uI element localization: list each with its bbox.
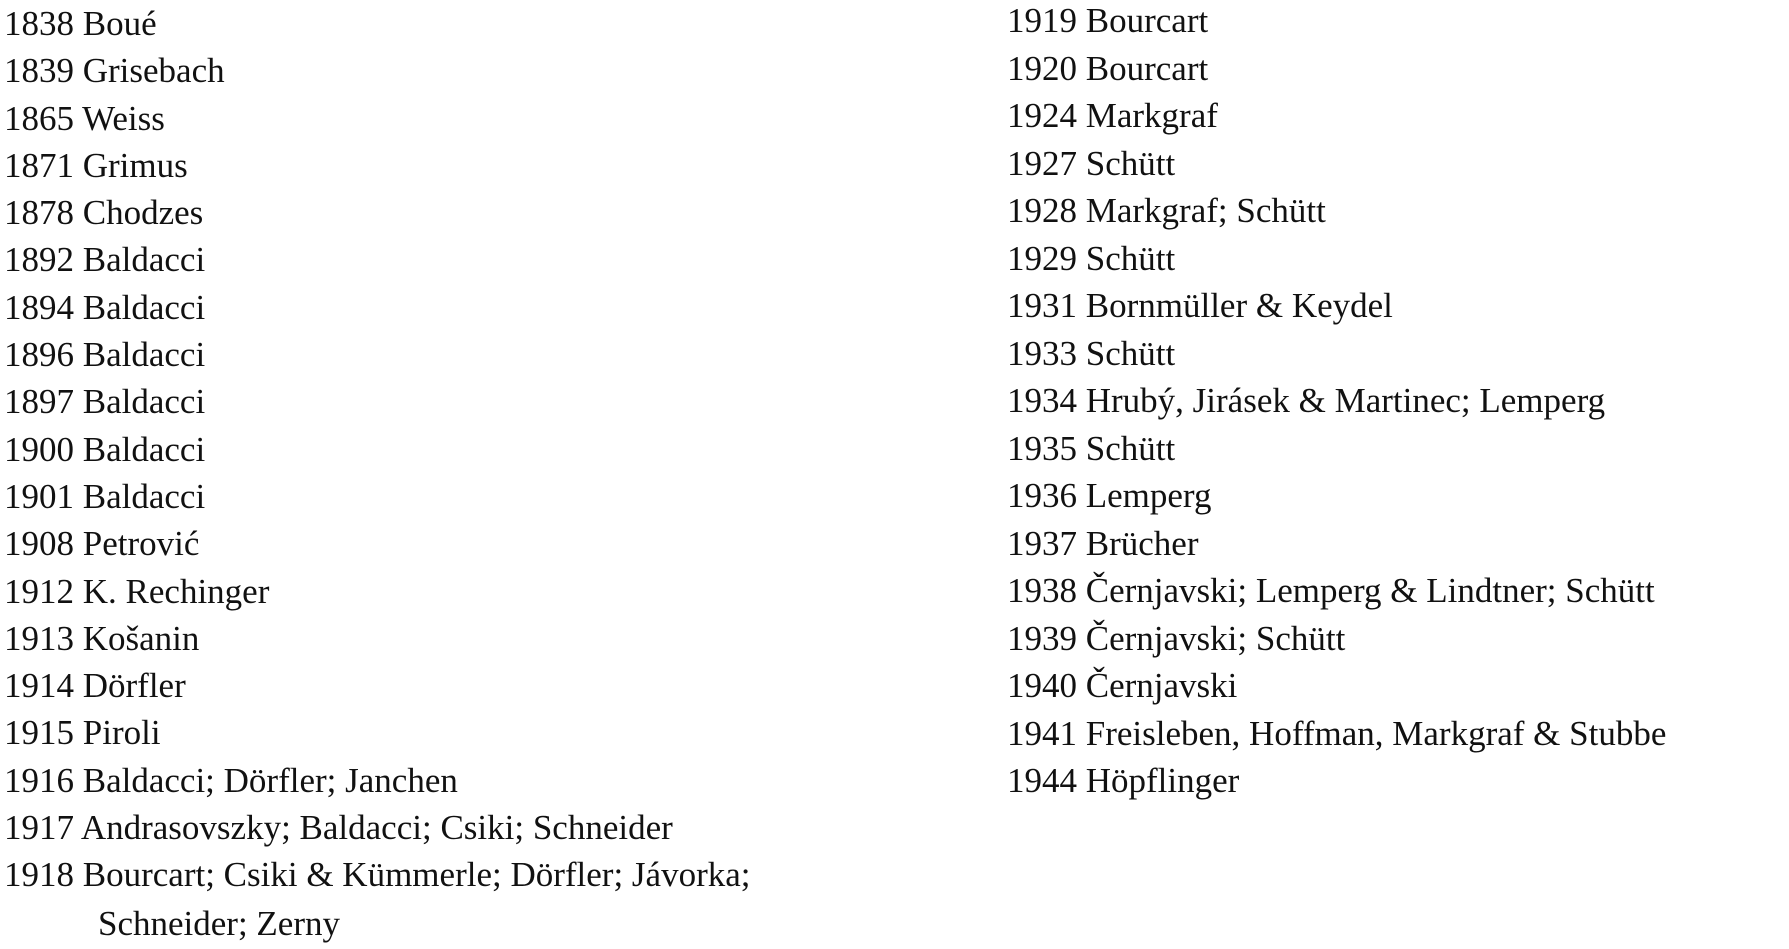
entry-year: 1901 [4,476,74,516]
list-item [1007,615,1787,663]
entry-year: 1913 [4,618,74,658]
entry-year: 1919 [1007,1,1077,40]
entry-year: 1940 [1007,666,1077,705]
list-item [1007,377,1787,425]
list-item [4,662,964,709]
entry-names: Markgraf; Schütt [1085,191,1326,230]
left-column-list [4,0,964,949]
list-item [1007,45,1787,93]
list-item [1007,92,1787,140]
entry-names: Markgraf [1085,96,1218,135]
entry-names: Schütt [1085,143,1176,183]
list-item [4,426,964,473]
entry-names: Höpflinger [1085,761,1240,800]
entry-names: Bornmüller & Keydel [1085,286,1393,325]
entry-names: Baldacci [82,287,206,327]
entry-year: 1937 [1007,523,1077,563]
entry-year: 1944 [1007,761,1077,800]
list-item [4,757,964,804]
list-item [4,709,964,756]
list-item [1007,425,1787,473]
entry-names: Košanin [82,618,200,658]
entry-names: Dörfler [82,666,186,706]
list-item [1007,282,1787,330]
entry-names: Baldacci; Dörfler; Janchen [82,760,458,800]
entry-year: 1839 [4,51,74,91]
entry-year: 1908 [4,524,74,564]
entry-year: 1938 [1007,571,1077,610]
entry-names: Černjavski [1085,666,1238,705]
entry-year: 1915 [4,713,74,753]
entry-names: Petrović [82,524,200,564]
entry-names: Černjavski; Schütt [1085,618,1346,658]
entry-names: Hrubý, Jirásek & Martinec; Lemperg [1085,381,1606,420]
entry-year: 1933 [1007,333,1077,373]
list-item [1007,140,1787,188]
entry-names: Piroli [82,713,161,753]
entry-names: Baldacci [82,429,206,469]
entry-names: Brücher [1085,523,1199,563]
entry-year: 1936 [1007,476,1077,515]
list-item [4,284,964,331]
list-item [4,189,964,236]
entry-year: 1896 [4,335,74,375]
entry-names: Schütt [1085,238,1176,278]
list-item [1007,235,1787,283]
entry-names: Černjavski; Lemperg & Lindtner; Schütt [1085,571,1655,610]
entry-year: 1878 [4,193,74,233]
entry-year: 1912 [4,571,74,611]
entry-year: 1935 [1007,428,1077,468]
list-item [1007,662,1787,710]
entry-year: 1927 [1007,143,1077,183]
list-item [4,473,964,520]
entry-names: Chodzes [82,193,204,233]
entry-year: 1894 [4,287,74,327]
list-item [4,804,964,851]
entry-year: 1928 [1007,191,1077,230]
entry-names: Grisebach [82,51,225,91]
entry-year: 1916 [4,760,74,800]
entry-year: 1917 [4,808,74,848]
entry-names: Bourcart [1085,1,1209,40]
right-column-list [1007,0,1787,805]
entry-year: 1941 [1007,713,1077,753]
entry-names: Boué [82,4,157,43]
list-item [1007,567,1787,615]
entry-year: 1892 [4,240,74,280]
entry-year: 1914 [4,666,74,706]
entry-year: 1939 [1007,618,1077,658]
entry-names: Grimus [82,145,188,185]
list-item [1007,520,1787,568]
entry-year: 1865 [4,98,74,138]
list-item [4,236,964,283]
list-item [4,378,964,425]
entry-names: Freisleben, Hoffman, Markgraf & Stubbe [1085,713,1667,753]
entry-year: 1920 [1007,48,1077,88]
entry-names: Baldacci [82,382,206,422]
entry-year: 1871 [4,145,74,185]
list-item [4,568,964,615]
entry-names: K. Rechinger [82,571,270,611]
entry-names: Andrasovszky; Baldacci; Csiki; Schneider [80,808,673,848]
list-item [4,520,964,567]
entry-names: Schütt [1085,428,1176,468]
entry-year: 1918 [4,855,74,895]
list-item [4,0,964,47]
entry-year: 1931 [1007,286,1077,325]
entry-names: Baldacci [82,476,206,516]
entry-year: 1897 [4,382,74,422]
entry-year: 1924 [1007,96,1077,135]
entry-names: Lemperg [1085,476,1212,515]
list-item [4,851,964,948]
list-item [4,95,964,142]
list-item [4,615,964,662]
entry-names: Bourcart; Csiki & Kümmerle; Dörfler; Jávorka; [82,855,751,895]
entry-names-continuation: Schneider; Zerny [98,903,340,943]
list-item [1007,472,1787,520]
list-item [1007,710,1787,758]
list-item [1007,330,1787,378]
entry-year: 1900 [4,429,74,469]
list-item [4,331,964,378]
entry-names: Schütt [1085,333,1176,373]
entry-names: Baldacci [82,240,206,280]
list-item [1007,757,1787,805]
list-item [1007,187,1787,235]
entry-year: 1838 [4,4,74,43]
entry-year: 1934 [1007,381,1077,420]
entry-names: Bourcart [1085,48,1209,88]
entry-names: Weiss [82,98,165,138]
list-item [4,47,964,94]
list-item [1007,0,1787,45]
entry-names: Baldacci [82,335,206,375]
entry-year: 1929 [1007,238,1077,278]
list-item [4,142,964,189]
